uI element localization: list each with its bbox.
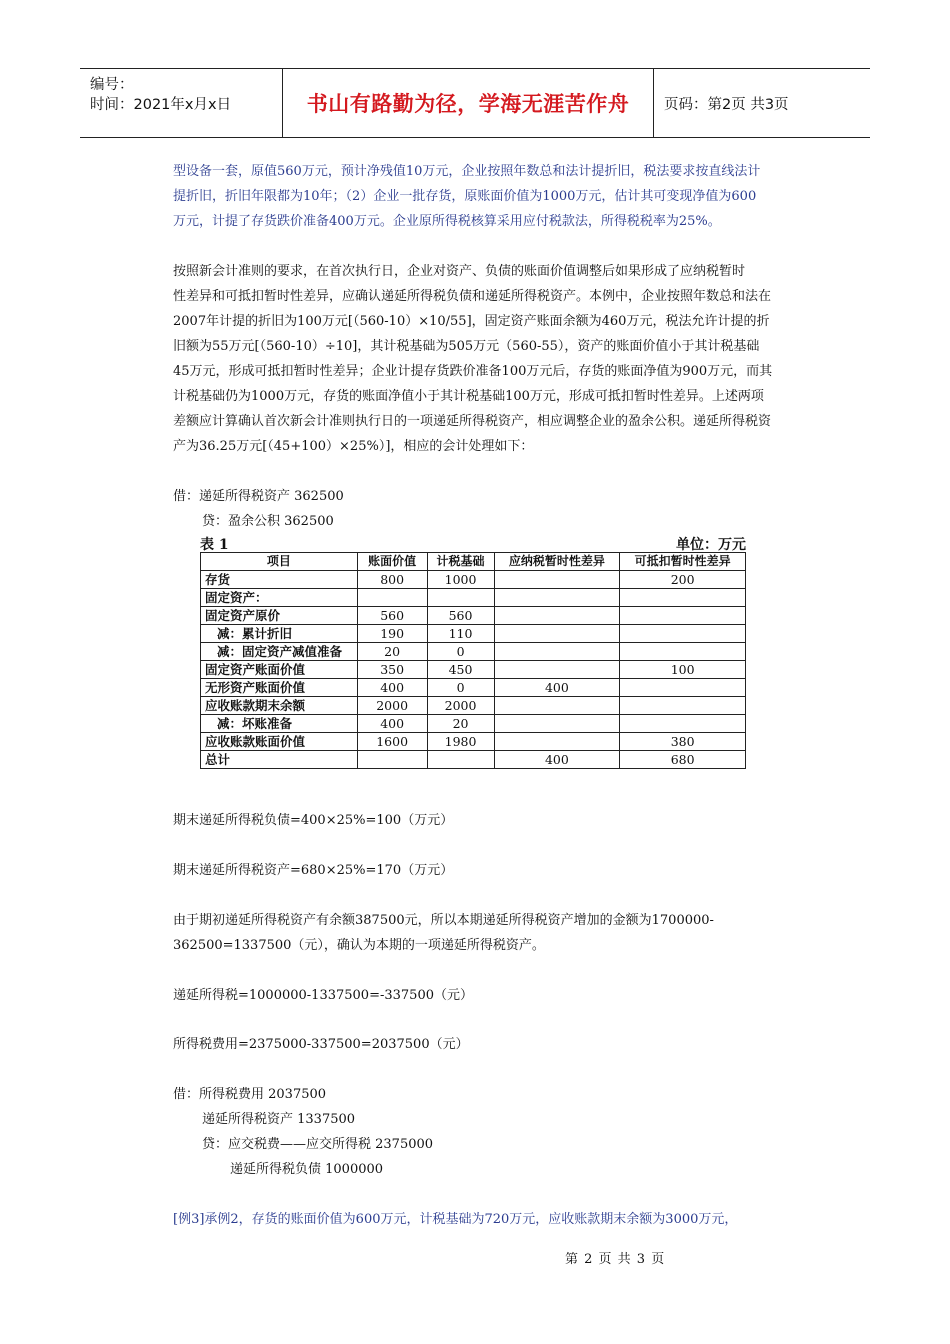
row-label: 减：坏账准备: [201, 715, 358, 733]
table-row: [201, 679, 746, 697]
table-title: 表 1: [200, 537, 229, 553]
cell: [620, 625, 746, 643]
row-label: 固定资产原价: [201, 607, 358, 625]
row-label: 减：固定资产减值准备: [201, 643, 358, 661]
cell: 0: [427, 679, 494, 697]
calc-deferred-tax: 递延所得税=1000000-1337500=-337500（元）: [173, 988, 473, 1003]
cell: [427, 589, 494, 607]
column-header: 可抵扣暂时性差异: [620, 553, 746, 571]
cell: [357, 751, 427, 769]
table-row: [201, 715, 746, 733]
cell: [494, 643, 620, 661]
analysis-line: 按照新会计准则的要求，在首次执行日，企业对资产、负债的账面价值调整后如果形成了应纳税暂时: [173, 264, 746, 279]
cell: [620, 607, 746, 625]
cell: 400: [357, 679, 427, 697]
row-label: 应收账款期末余额: [201, 697, 358, 715]
journal-line: 递延所得税资产 1337500: [202, 1112, 356, 1127]
cell: [427, 751, 494, 769]
table-row: [201, 697, 746, 715]
table-row: [201, 607, 746, 625]
table-row: [201, 751, 746, 769]
analysis-line: 性差异和可抵扣暂时性差异，应确认递延所得税负债和递延所得税资产。本例中，企业按照年数总和法在: [173, 289, 772, 304]
cell: 20: [357, 643, 427, 661]
data-table: [200, 552, 746, 769]
journal-line: 借：所得税费用 2037500: [173, 1087, 327, 1102]
cell: [620, 697, 746, 715]
cell: 560: [427, 607, 494, 625]
cell: [494, 697, 620, 715]
table-row: [201, 571, 746, 589]
cell: [620, 679, 746, 697]
column-header: 应纳税暂时性差异: [494, 553, 620, 571]
analysis-line: 差额应计算确认首次新会计准则执行日的一项递延所得税资产，相应调整企业的盈余公积。递延所得税资: [173, 414, 772, 429]
cell: 100: [620, 661, 746, 679]
cell: 400: [357, 715, 427, 733]
row-label: 固定资产：: [201, 589, 358, 607]
cell: 0: [427, 643, 494, 661]
analysis-line: 2007年计提的折旧为100万元[（560-10）×10/55]，固定资产账面余额为460万元，税法允许计提的折: [173, 314, 770, 329]
calc-deferred-asset: 期末递延所得税资产=680×25%=170（万元）: [173, 863, 454, 878]
table-row: [201, 589, 746, 607]
journal-credit: 贷：盈余公积 362500: [202, 514, 334, 529]
calc-tax-expense: 所得税费用=2375000-337500=2037500（元）: [173, 1037, 469, 1052]
cell: 190: [357, 625, 427, 643]
document-number: 编号：: [90, 77, 134, 93]
cell: 400: [494, 751, 620, 769]
cell: [620, 643, 746, 661]
calc-increase-line: 362500=1337500（元），确认为本期的一项递延所得税资产。: [173, 938, 545, 953]
document-header: [80, 68, 870, 138]
table-row: [201, 661, 746, 679]
intro-line: 提折旧，折旧年限都为10年；（2）企业一批存货，原账面价值为1000万元，估计其可变现净值为600: [173, 189, 757, 204]
cell: 350: [357, 661, 427, 679]
document-time: 时间：2021年x月x日: [90, 97, 232, 113]
column-header: 计税基础: [427, 553, 494, 571]
cell: [494, 661, 620, 679]
row-label: 固定资产账面价值: [201, 661, 358, 679]
table-row: [201, 643, 746, 661]
column-header: 项目: [201, 553, 358, 571]
cell: 2000: [357, 697, 427, 715]
header-meta: [80, 69, 283, 137]
cell: [494, 715, 620, 733]
row-label: 应收账款账面价值: [201, 733, 358, 751]
row-label: 存货: [201, 571, 358, 589]
cell: [494, 607, 620, 625]
row-label: 减：累计折旧: [201, 625, 358, 643]
cell: 400: [494, 679, 620, 697]
intro-line: 万元，计提了存货跌价准备400万元。企业原所得税核算采用应付税款法，所得税税率为25%。: [173, 214, 721, 229]
table-row: [201, 733, 746, 751]
cell: [494, 733, 620, 751]
motto: 书山有路勤为径，学海无涯苦作舟: [306, 92, 630, 116]
cell: [494, 571, 620, 589]
journal-debit: 借：递延所得税资产 362500: [173, 489, 344, 504]
table-header-row: [201, 553, 746, 571]
table-row: [201, 625, 746, 643]
cell: 20: [427, 715, 494, 733]
intro-line: 型设备一套，原值560万元，预计净残值10万元，企业按照年数总和法计提折旧，税法要求按直线法计: [173, 164, 761, 179]
cell: [494, 589, 620, 607]
cell: 380: [620, 733, 746, 751]
cell: 450: [427, 661, 494, 679]
cell: 1980: [427, 733, 494, 751]
cell: [620, 589, 746, 607]
header-motto-cell: [283, 69, 654, 137]
cell: 2000: [427, 697, 494, 715]
analysis-line: 产为36.25万元[（45+100）×25%）]，相应的会计处理如下：: [173, 439, 534, 454]
cell: 1000: [427, 571, 494, 589]
analysis-line: 计税基础仍为1000万元，存货的账面净值小于其计税基础100万元，形成可抵扣暂时性差异。上述两项: [173, 389, 764, 404]
cell: [494, 625, 620, 643]
row-label: 无形资产账面价值: [201, 679, 358, 697]
column-header: 账面价值: [357, 553, 427, 571]
cell: 680: [620, 751, 746, 769]
calc-increase-line: 由于期初递延所得税资产有余额387500元，所以本期递延所得税资产增加的金额为1700000-: [173, 913, 714, 928]
row-label: 总计: [201, 751, 358, 769]
cell: [357, 589, 427, 607]
table-1: [200, 534, 746, 770]
page-footer: 第 2 页 共 3 页: [565, 1252, 666, 1267]
cell: 800: [357, 571, 427, 589]
cell: 560: [357, 607, 427, 625]
cell: [620, 715, 746, 733]
example-3-line: [例3]承例2，存货的账面价值为600万元，计税基础为720万元，应收账款期末余额为3000万元，: [173, 1212, 738, 1227]
cell: 1600: [357, 733, 427, 751]
cell: 200: [620, 571, 746, 589]
table-unit: 单位：万元: [676, 537, 746, 553]
calc-deferred-liability: 期末递延所得税负债=400×25%=100（万元）: [173, 813, 454, 828]
page-indicator: 页码：第2页 共3页: [664, 96, 789, 113]
cell: 110: [427, 625, 494, 643]
journal-line: 贷：应交税费——应交所得税 2375000: [202, 1137, 434, 1152]
analysis-line: 45万元，形成可抵扣暂时性差异；企业计提存货跌价准备100万元后，存货的账面净值为900万元，而其: [173, 364, 773, 379]
journal-line: 递延所得税负债 1000000: [230, 1162, 384, 1177]
analysis-line: 旧额为55万元[（560-10）÷10]，其计税基础为505万元（560-55），资产的账面价值小于其计税基础: [173, 339, 760, 354]
